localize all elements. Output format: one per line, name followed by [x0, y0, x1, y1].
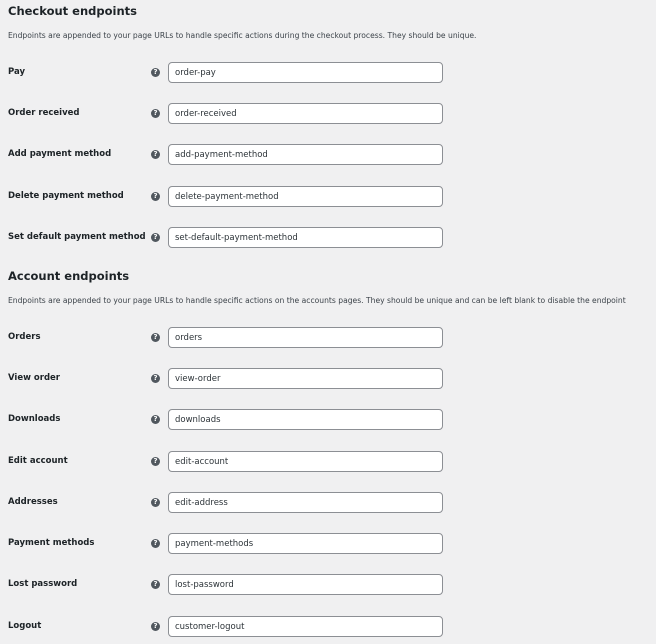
row-label: Orders	[8, 332, 41, 342]
settings-row-payment-methods	[0, 533, 656, 555]
delete-payment-method-endpoint-input[interactable]	[168, 186, 443, 207]
help-icon[interactable]: ?	[151, 539, 160, 548]
payment-methods-endpoint-input[interactable]	[168, 533, 443, 554]
edit-account-endpoint-input[interactable]	[168, 451, 443, 472]
order-received-endpoint-input[interactable]	[168, 103, 443, 124]
row-label: Set default payment method	[8, 232, 146, 242]
help-icon[interactable]: ?	[151, 233, 160, 242]
row-label: View order	[8, 373, 60, 383]
addresses-endpoint-input[interactable]	[168, 492, 443, 513]
settings-row-addresses	[0, 492, 656, 514]
row-label: Delete payment method	[8, 191, 124, 201]
settings-row-add-payment-method	[0, 144, 656, 166]
settings-row-order-received	[0, 103, 656, 125]
logout-endpoint-input[interactable]	[168, 616, 443, 637]
settings-row-lost-password	[0, 574, 656, 596]
help-icon[interactable]: ?	[151, 374, 160, 383]
help-icon[interactable]: ?	[151, 622, 160, 631]
settings-row-delete-payment-method	[0, 186, 656, 208]
help-icon[interactable]: ?	[151, 192, 160, 201]
view-order-endpoint-input[interactable]	[168, 368, 443, 389]
row-label: Addresses	[8, 497, 58, 507]
settings-row-set-default-payment-method	[0, 227, 656, 249]
settings-row-pay	[0, 62, 656, 84]
help-icon[interactable]: ?	[151, 150, 160, 159]
row-label: Add payment method	[8, 149, 112, 159]
pay-endpoint-input[interactable]	[168, 62, 443, 83]
help-icon[interactable]: ?	[151, 415, 160, 424]
account-endpoints-title: Account endpoints	[8, 269, 130, 283]
settings-row-downloads	[0, 409, 656, 431]
row-label: Edit account	[8, 456, 68, 466]
account-endpoints-description: Endpoints are appended to your page URLs to handle specific actions on the accounts pages. They should be unique and can be left blank to disable the endpoint	[8, 296, 626, 305]
settings-row-edit-account	[0, 451, 656, 473]
settings-row-orders	[0, 327, 656, 349]
row-label: Lost password	[8, 579, 78, 589]
help-icon[interactable]: ?	[151, 498, 160, 507]
row-label: Downloads	[8, 414, 61, 424]
downloads-endpoint-input[interactable]	[168, 409, 443, 430]
help-icon[interactable]: ?	[151, 457, 160, 466]
row-label: Logout	[8, 621, 42, 631]
checkout-endpoints-description: Endpoints are appended to your page URLs to handle specific actions during the checkout process. They should be unique.	[8, 31, 477, 40]
help-icon[interactable]: ?	[151, 68, 160, 77]
checkout-endpoints-title: Checkout endpoints	[8, 4, 137, 18]
row-label: Order received	[8, 108, 80, 118]
help-icon[interactable]: ?	[151, 333, 160, 342]
set-default-payment-method-endpoint-input[interactable]	[168, 227, 443, 248]
add-payment-method-endpoint-input[interactable]	[168, 144, 443, 165]
row-label: Payment methods	[8, 538, 95, 548]
settings-row-view-order	[0, 368, 656, 390]
orders-endpoint-input[interactable]	[168, 327, 443, 348]
settings-row-logout	[0, 616, 656, 638]
row-label: Pay	[8, 67, 26, 77]
lost-password-endpoint-input[interactable]	[168, 574, 443, 595]
help-icon[interactable]: ?	[151, 580, 160, 589]
help-icon[interactable]: ?	[151, 109, 160, 118]
